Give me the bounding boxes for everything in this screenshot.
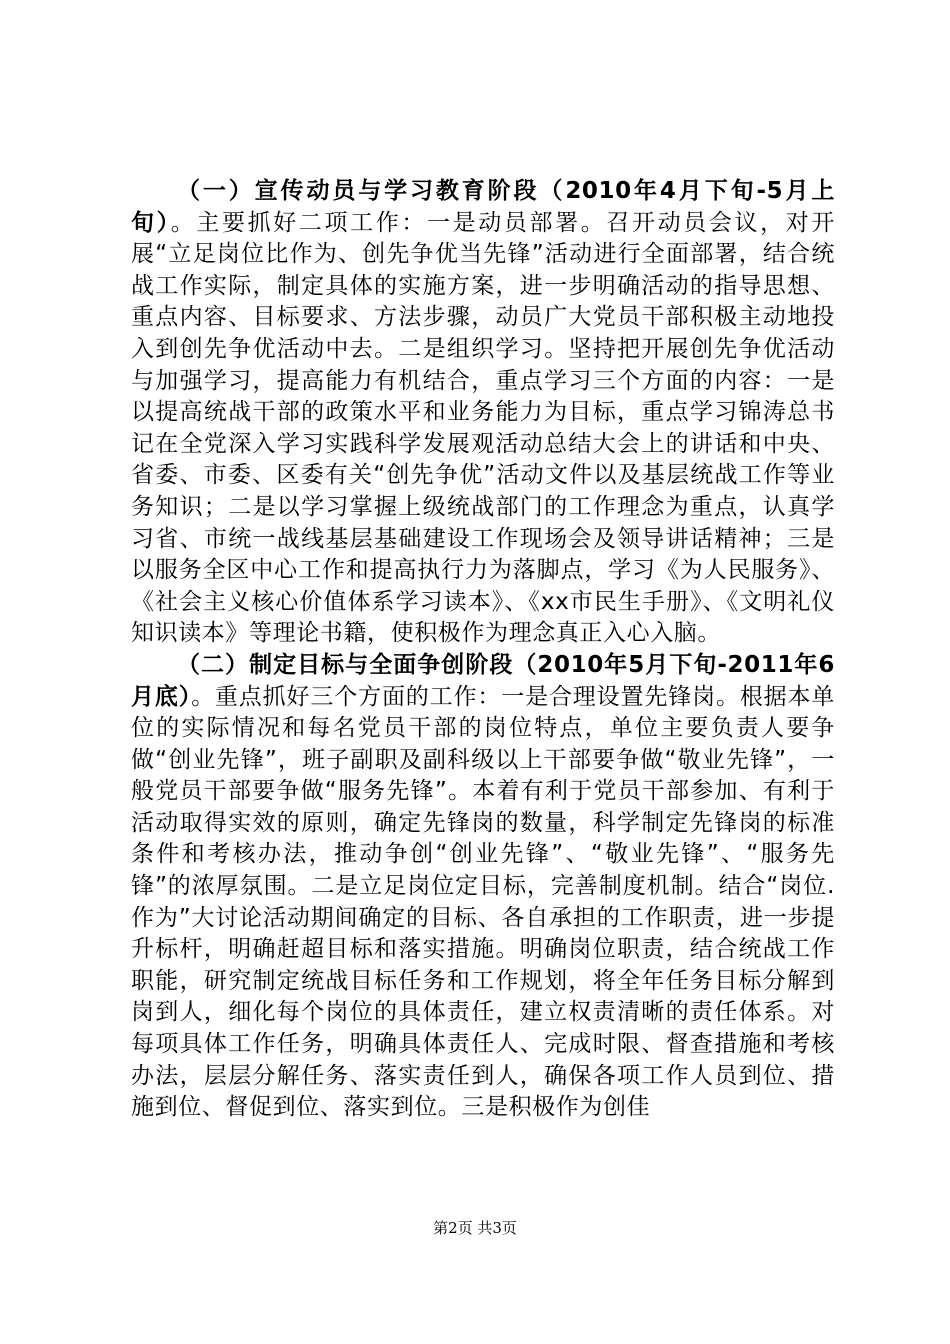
- paragraph-text-stage-one: 。主要抓好二项工作：一是动员部署。召开动员会议，对开展“立足岗位比作为、创先争优当先锋”活动进行全面部署，结合统战工作实际，制定具体的实施方案，进一步明确活动的指导思想、重点内容、目标要求、方法步骤，动员广大党员干部积极主动地投入到创先争优活动中去。二是组织学习。坚持把开展创先争优活动与加强学习，提高能力有机结合，重点学习三个方面的内容：一是以提高统战干部的政策水平和业务能力为目标，重点学习锦涛总书记在全党深入学习实践科学发展观活动总结大会上的讲话和中央、省委、市委、区委有关“创先争优”活动文件以及基层统战工作等业务知识；二是以学习掌握上级统战部门的工作理念为重点，认真学习省、市统一战线基层基础建设工作现场会及领导讲话精神；三是以服务全区中心工作和提高执行力为落脚点，学习《为人民服务》、《社会主义核心价值体系学习读本》、《xx市民生手册》、《文明礼仪知识读本》等理论书籍，使积极作为理念真正入心入脑。: [131, 209, 836, 647]
- paragraph-stage-two: [131, 650, 835, 1124]
- paragraph-heading-stage-two: （二）制定目标与全面争创阶段（2010年5月下旬-2011年6月底）: [131, 651, 835, 710]
- paragraph-heading-stage-one: （一）宣传动员与学习教育阶段（2010年4月下旬-5月上旬）: [131, 178, 835, 236]
- page-number-footer: 第2页 共3页: [433, 1219, 517, 1237]
- paragraph-text-stage-two: 。重点抓好三个方面的工作：一是合理设置先锋岗。根据本单位的实际情况和每名党员干部的岗位特点，单位主要负责人要争做“创业先锋”，班子副职及副科级以上干部要争做“敬业先锋”，一般党员干部要争做“服务先锋”。本着有利于党员干部参加、有利于活动取得实效的原则，确定先锋岗的数量，科学制定先锋岗的标准条件和考核办法，推动争创“创业先锋”、“敬业先锋”、“服务先锋”的浓厚氛围。二是立足岗位定目标，完善制度机制。结合“岗位.作为”大讨论活动期间确定的目标、各自承担的工作职责，进一步提升标杆，明确赶超目标和落实措施。明确岗位职责，结合统战工作职能，研究制定统战目标任务和工作规划，将全年任务目标分解到岗到人，细化每个岗位的具体责任，建立权责清晰的责任体系。对每项具体工作任务，明确具体责任人、完成时限、督查措施和考核办法，层层分解任务、落实责任到人，确保各项工作人员到位、措施到位、督促到位、落实到位。三是积极作为创佳: [131, 683, 835, 1121]
- document-body: [131, 176, 835, 1124]
- paragraph-stage-one: [131, 176, 835, 650]
